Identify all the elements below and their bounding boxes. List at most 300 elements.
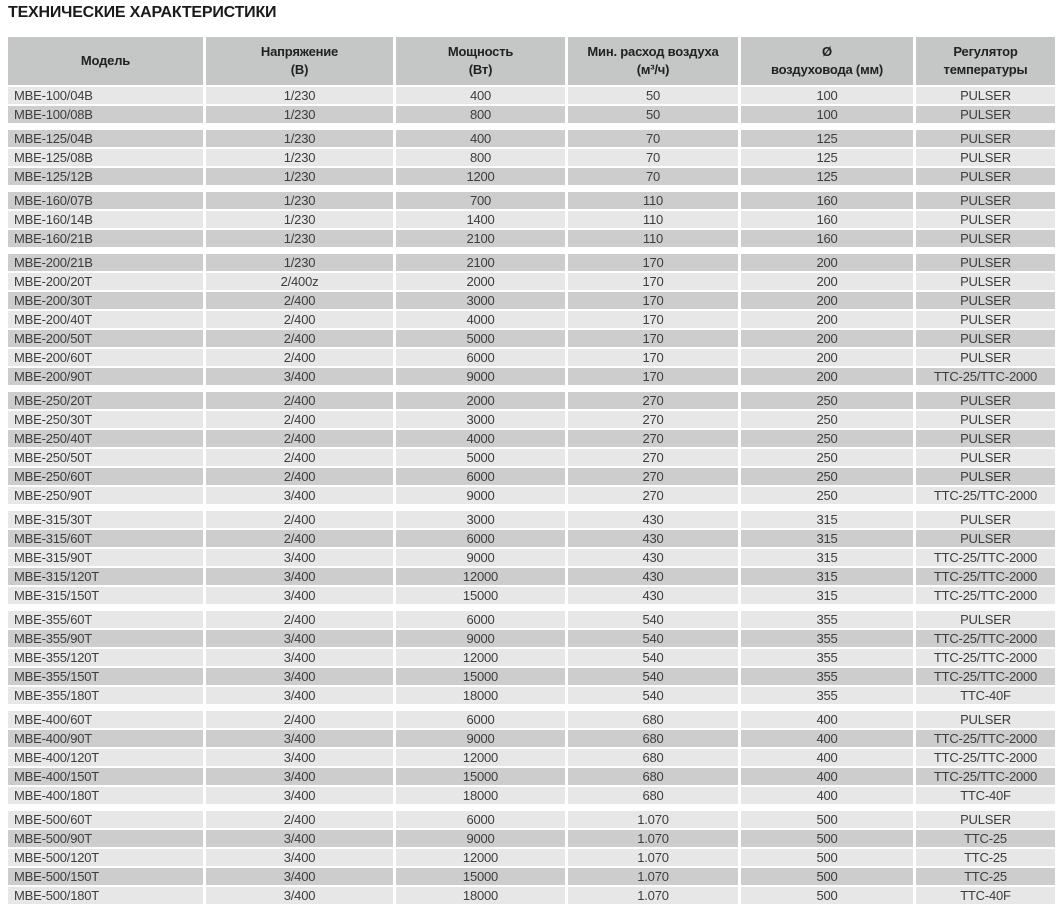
cell-power: 5000 xyxy=(396,330,565,347)
cell-diameter: 125 xyxy=(741,149,913,166)
cell-power: 3000 xyxy=(396,292,565,309)
cell-model: MBE-250/90T xyxy=(8,487,203,504)
cell-airflow: 430 xyxy=(568,549,738,566)
cell-diameter: 100 xyxy=(741,87,913,104)
cell-regulator: TTC-25/TTC-2000 xyxy=(916,549,1055,566)
cell-airflow: 680 xyxy=(568,711,738,728)
cell-airflow: 110 xyxy=(568,211,738,228)
cell-model: MBE-355/120T xyxy=(8,649,203,666)
cell-regulator: PULSER xyxy=(916,211,1055,228)
cell-power: 12000 xyxy=(396,749,565,766)
table-row xyxy=(8,349,1058,366)
cell-airflow: 70 xyxy=(568,168,738,185)
table-row xyxy=(8,687,1058,704)
cell-model: MBE-500/120T xyxy=(8,849,203,866)
table-row xyxy=(8,449,1058,466)
cell-model: MBE-200/20T xyxy=(8,273,203,290)
column-header-airflow-line1: Мин. расход воздуха xyxy=(587,44,719,59)
cell-diameter: 200 xyxy=(741,311,913,328)
cell-voltage: 3/400 xyxy=(206,549,393,566)
cell-airflow: 540 xyxy=(568,630,738,647)
column-header-voltage-line2: (В) xyxy=(290,62,309,77)
cell-model: MBE-355/90T xyxy=(8,630,203,647)
cell-power: 12000 xyxy=(396,568,565,585)
cell-voltage: 2/400 xyxy=(206,330,393,347)
cell-airflow: 270 xyxy=(568,411,738,428)
table-header-row xyxy=(8,37,1058,85)
cell-diameter: 315 xyxy=(741,549,913,566)
table-row xyxy=(8,254,1058,271)
cell-regulator: PULSER xyxy=(916,130,1055,147)
cell-power: 3000 xyxy=(396,511,565,528)
cell-power: 6000 xyxy=(396,349,565,366)
cell-power: 2100 xyxy=(396,230,565,247)
cell-voltage: 1/230 xyxy=(206,168,393,185)
cell-regulator: PULSER xyxy=(916,349,1055,366)
cell-diameter: 200 xyxy=(741,254,913,271)
cell-voltage: 3/400 xyxy=(206,730,393,747)
cell-airflow: 170 xyxy=(568,349,738,366)
column-header-voltage-line1: Напряжение xyxy=(260,44,339,59)
column-header-model-line1: Модель xyxy=(80,53,131,68)
table-row xyxy=(8,649,1058,666)
cell-power: 2100 xyxy=(396,254,565,271)
specs-table xyxy=(8,37,1058,906)
cell-regulator: TTC-25/TTC-2000 xyxy=(916,368,1055,385)
cell-diameter: 200 xyxy=(741,330,913,347)
cell-regulator: PULSER xyxy=(916,330,1055,347)
column-header-airflow-line2: (м³/ч) xyxy=(636,62,670,77)
table-row xyxy=(8,292,1058,309)
cell-model: MBE-250/40T xyxy=(8,430,203,447)
cell-diameter: 400 xyxy=(741,730,913,747)
cell-diameter: 200 xyxy=(741,349,913,366)
cell-diameter: 315 xyxy=(741,587,913,604)
cell-model: MBE-355/150T xyxy=(8,668,203,685)
cell-airflow: 680 xyxy=(568,730,738,747)
cell-model: MBE-400/180T xyxy=(8,787,203,804)
cell-model: MBE-500/60T xyxy=(8,811,203,828)
cell-power: 9000 xyxy=(396,730,565,747)
cell-voltage: 3/400 xyxy=(206,887,393,904)
cell-power: 800 xyxy=(396,106,565,123)
cell-voltage: 2/400 xyxy=(206,611,393,628)
cell-voltage: 1/230 xyxy=(206,254,393,271)
cell-diameter: 400 xyxy=(741,749,913,766)
column-header-power-line2: (Вт) xyxy=(468,62,493,77)
cell-power: 6000 xyxy=(396,611,565,628)
page-title: ТЕХНИЧЕСКИЕ ХАРАКТЕРИСТИКИ xyxy=(8,4,277,21)
cell-voltage: 3/400 xyxy=(206,587,393,604)
table-row xyxy=(8,211,1058,228)
cell-power: 1400 xyxy=(396,211,565,228)
cell-voltage: 2/400 xyxy=(206,411,393,428)
cell-voltage: 3/400 xyxy=(206,849,393,866)
cell-airflow: 110 xyxy=(568,230,738,247)
cell-regulator: TTC-25/TTC-2000 xyxy=(916,568,1055,585)
cell-model: MBE-125/08B xyxy=(8,149,203,166)
cell-regulator: TTC-25/TTC-2000 xyxy=(916,668,1055,685)
cell-model: MBE-125/12B xyxy=(8,168,203,185)
cell-diameter: 160 xyxy=(741,211,913,228)
cell-diameter: 250 xyxy=(741,449,913,466)
cell-model: MBE-315/90T xyxy=(8,549,203,566)
cell-power: 18000 xyxy=(396,687,565,704)
cell-regulator: TTC-40F xyxy=(916,887,1055,904)
cell-regulator: PULSER xyxy=(916,511,1055,528)
cell-regulator: TTC-40F xyxy=(916,787,1055,804)
cell-model: MBE-100/08B xyxy=(8,106,203,123)
cell-voltage: 3/400 xyxy=(206,768,393,785)
cell-model: MBE-200/60T xyxy=(8,349,203,366)
cell-diameter: 125 xyxy=(741,130,913,147)
cell-model: MBE-500/150T xyxy=(8,868,203,885)
cell-power: 15000 xyxy=(396,768,565,785)
table-row xyxy=(8,106,1058,123)
cell-model: MBE-250/60T xyxy=(8,468,203,485)
cell-model: MBE-315/30T xyxy=(8,511,203,528)
cell-diameter: 160 xyxy=(741,230,913,247)
column-header-diameter-line2: воздуховода (мм) xyxy=(770,62,884,77)
cell-voltage: 1/230 xyxy=(206,230,393,247)
cell-voltage: 1/230 xyxy=(206,192,393,209)
cell-diameter: 500 xyxy=(741,887,913,904)
cell-regulator: PULSER xyxy=(916,530,1055,547)
cell-voltage: 2/400z xyxy=(206,273,393,290)
table-row xyxy=(8,730,1058,747)
cell-model: MBE-315/120T xyxy=(8,568,203,585)
cell-voltage: 3/400 xyxy=(206,487,393,504)
cell-regulator: PULSER xyxy=(916,106,1055,123)
cell-regulator: PULSER xyxy=(916,273,1055,290)
table-row xyxy=(8,568,1058,585)
column-header-power xyxy=(396,37,565,85)
cell-diameter: 315 xyxy=(741,568,913,585)
cell-voltage: 2/400 xyxy=(206,711,393,728)
table-row xyxy=(8,749,1058,766)
cell-voltage: 3/400 xyxy=(206,868,393,885)
cell-voltage: 2/400 xyxy=(206,468,393,485)
cell-power: 2000 xyxy=(396,392,565,409)
cell-diameter: 500 xyxy=(741,811,913,828)
column-header-power-line1: Мощность xyxy=(447,44,514,59)
cell-diameter: 315 xyxy=(741,530,913,547)
cell-model: MBE-160/21B xyxy=(8,230,203,247)
cell-voltage: 1/230 xyxy=(206,106,393,123)
cell-regulator: TTC-25/TTC-2000 xyxy=(916,730,1055,747)
cell-power: 9000 xyxy=(396,487,565,504)
table-row xyxy=(8,711,1058,728)
cell-regulator: PULSER xyxy=(916,87,1055,104)
table-row xyxy=(8,768,1058,785)
cell-model: MBE-400/90T xyxy=(8,730,203,747)
cell-regulator: PULSER xyxy=(916,230,1055,247)
cell-airflow: 270 xyxy=(568,449,738,466)
cell-regulator: TTC-25 xyxy=(916,830,1055,847)
cell-diameter: 355 xyxy=(741,630,913,647)
cell-voltage: 3/400 xyxy=(206,687,393,704)
cell-airflow: 430 xyxy=(568,568,738,585)
cell-airflow: 170 xyxy=(568,368,738,385)
table-row xyxy=(8,192,1058,209)
cell-airflow: 270 xyxy=(568,468,738,485)
column-header-airflow xyxy=(568,37,738,85)
cell-airflow: 170 xyxy=(568,311,738,328)
table-row xyxy=(8,411,1058,428)
cell-power: 15000 xyxy=(396,868,565,885)
cell-model: MBE-500/180T xyxy=(8,887,203,904)
cell-power: 1200 xyxy=(396,168,565,185)
table-row xyxy=(8,630,1058,647)
cell-model: MBE-250/20T xyxy=(8,392,203,409)
cell-voltage: 2/400 xyxy=(206,392,393,409)
cell-airflow: 70 xyxy=(568,130,738,147)
table-row xyxy=(8,273,1058,290)
cell-power: 9000 xyxy=(396,549,565,566)
cell-airflow: 270 xyxy=(568,392,738,409)
table-row xyxy=(8,668,1058,685)
table-row xyxy=(8,468,1058,485)
cell-airflow: 170 xyxy=(568,254,738,271)
cell-voltage: 3/400 xyxy=(206,568,393,585)
cell-model: MBE-200/90T xyxy=(8,368,203,385)
cell-power: 18000 xyxy=(396,887,565,904)
cell-model: MBE-355/60T xyxy=(8,611,203,628)
cell-model: MBE-355/180T xyxy=(8,687,203,704)
cell-diameter: 500 xyxy=(741,868,913,885)
column-header-regulator xyxy=(916,37,1055,85)
cell-voltage: 1/230 xyxy=(206,87,393,104)
cell-power: 9000 xyxy=(396,630,565,647)
cell-voltage: 3/400 xyxy=(206,368,393,385)
cell-power: 3000 xyxy=(396,411,565,428)
cell-voltage: 1/230 xyxy=(206,130,393,147)
cell-diameter: 400 xyxy=(741,711,913,728)
cell-regulator: PULSER xyxy=(916,449,1055,466)
table-row xyxy=(8,430,1058,447)
cell-power: 12000 xyxy=(396,849,565,866)
cell-regulator: TTC-25/TTC-2000 xyxy=(916,649,1055,666)
cell-airflow: 680 xyxy=(568,749,738,766)
cell-diameter: 250 xyxy=(741,430,913,447)
cell-regulator: TTC-25 xyxy=(916,849,1055,866)
cell-power: 6000 xyxy=(396,468,565,485)
table-row xyxy=(8,611,1058,628)
cell-airflow: 270 xyxy=(568,430,738,447)
cell-regulator: PULSER xyxy=(916,254,1055,271)
table-row xyxy=(8,230,1058,247)
cell-airflow: 540 xyxy=(568,668,738,685)
cell-regulator: PULSER xyxy=(916,430,1055,447)
cell-airflow: 1.070 xyxy=(568,830,738,847)
cell-model: MBE-160/07B xyxy=(8,192,203,209)
cell-diameter: 200 xyxy=(741,273,913,290)
cell-power: 4000 xyxy=(396,311,565,328)
table-row xyxy=(8,87,1058,104)
cell-airflow: 540 xyxy=(568,687,738,704)
cell-power: 18000 xyxy=(396,787,565,804)
cell-airflow: 680 xyxy=(568,768,738,785)
cell-airflow: 540 xyxy=(568,611,738,628)
cell-model: MBE-160/14B xyxy=(8,211,203,228)
cell-diameter: 250 xyxy=(741,487,913,504)
table-row xyxy=(8,168,1058,185)
cell-voltage: 2/400 xyxy=(206,311,393,328)
cell-diameter: 355 xyxy=(741,687,913,704)
cell-airflow: 1.070 xyxy=(568,849,738,866)
cell-regulator: TTC-25/TTC-2000 xyxy=(916,749,1055,766)
cell-diameter: 200 xyxy=(741,292,913,309)
cell-regulator: TTC-25 xyxy=(916,868,1055,885)
cell-diameter: 250 xyxy=(741,392,913,409)
cell-airflow: 1.070 xyxy=(568,811,738,828)
cell-diameter: 400 xyxy=(741,768,913,785)
table-row xyxy=(8,392,1058,409)
cell-voltage: 2/400 xyxy=(206,292,393,309)
cell-regulator: PULSER xyxy=(916,149,1055,166)
table-row xyxy=(8,830,1058,847)
cell-voltage: 2/400 xyxy=(206,530,393,547)
cell-airflow: 50 xyxy=(568,106,738,123)
cell-power: 9000 xyxy=(396,368,565,385)
cell-diameter: 250 xyxy=(741,468,913,485)
cell-regulator: PULSER xyxy=(916,292,1055,309)
cell-regulator: PULSER xyxy=(916,711,1055,728)
cell-airflow: 170 xyxy=(568,273,738,290)
cell-power: 12000 xyxy=(396,649,565,666)
cell-airflow: 430 xyxy=(568,511,738,528)
cell-voltage: 2/400 xyxy=(206,449,393,466)
cell-model: MBE-500/90T xyxy=(8,830,203,847)
cell-voltage: 2/400 xyxy=(206,511,393,528)
cell-airflow: 430 xyxy=(568,587,738,604)
cell-voltage: 3/400 xyxy=(206,749,393,766)
cell-power: 6000 xyxy=(396,811,565,828)
table-row xyxy=(8,787,1058,804)
cell-airflow: 70 xyxy=(568,149,738,166)
cell-airflow: 50 xyxy=(568,87,738,104)
cell-power: 700 xyxy=(396,192,565,209)
table-row xyxy=(8,811,1058,828)
cell-model: MBE-400/120T xyxy=(8,749,203,766)
cell-model: MBE-250/30T xyxy=(8,411,203,428)
column-header-voltage xyxy=(206,37,393,85)
cell-airflow: 1.070 xyxy=(568,868,738,885)
cell-voltage: 2/400 xyxy=(206,811,393,828)
cell-airflow: 170 xyxy=(568,292,738,309)
column-header-diameter-line1: Ø xyxy=(822,44,832,59)
cell-regulator: TTC-25/TTC-2000 xyxy=(916,768,1055,785)
cell-diameter: 400 xyxy=(741,787,913,804)
cell-power: 15000 xyxy=(396,668,565,685)
cell-regulator: PULSER xyxy=(916,192,1055,209)
table-row xyxy=(8,511,1058,528)
cell-voltage: 3/400 xyxy=(206,649,393,666)
cell-regulator: TTC-25/TTC-2000 xyxy=(916,630,1055,647)
cell-power: 400 xyxy=(396,87,565,104)
cell-power: 5000 xyxy=(396,449,565,466)
table-row xyxy=(8,149,1058,166)
cell-regulator: PULSER xyxy=(916,811,1055,828)
cell-regulator: PULSER xyxy=(916,411,1055,428)
table-row xyxy=(8,130,1058,147)
cell-airflow: 110 xyxy=(568,192,738,209)
table-row xyxy=(8,868,1058,885)
cell-model: MBE-200/50T xyxy=(8,330,203,347)
cell-voltage: 1/230 xyxy=(206,149,393,166)
cell-regulator: PULSER xyxy=(916,168,1055,185)
cell-diameter: 315 xyxy=(741,511,913,528)
cell-diameter: 355 xyxy=(741,611,913,628)
cell-voltage: 3/400 xyxy=(206,830,393,847)
cell-diameter: 250 xyxy=(741,411,913,428)
cell-diameter: 160 xyxy=(741,192,913,209)
cell-diameter: 500 xyxy=(741,849,913,866)
cell-airflow: 270 xyxy=(568,487,738,504)
table-row xyxy=(8,487,1058,504)
cell-model: MBE-200/30T xyxy=(8,292,203,309)
table-row xyxy=(8,587,1058,604)
cell-voltage: 3/400 xyxy=(206,787,393,804)
cell-airflow: 170 xyxy=(568,330,738,347)
cell-regulator: PULSER xyxy=(916,611,1055,628)
cell-airflow: 680 xyxy=(568,787,738,804)
cell-diameter: 200 xyxy=(741,368,913,385)
cell-airflow: 1.070 xyxy=(568,887,738,904)
cell-model: MBE-250/50T xyxy=(8,449,203,466)
cell-regulator: PULSER xyxy=(916,392,1055,409)
cell-voltage: 1/230 xyxy=(206,211,393,228)
cell-regulator: TTC-25/TTC-2000 xyxy=(916,587,1055,604)
table-row xyxy=(8,887,1058,904)
column-header-regulator-line1: Регулятор xyxy=(953,44,1018,59)
cell-model: MBE-400/150T xyxy=(8,768,203,785)
cell-model: MBE-200/21B xyxy=(8,254,203,271)
cell-voltage: 2/400 xyxy=(206,349,393,366)
cell-model: MBE-315/150T xyxy=(8,587,203,604)
table-row xyxy=(8,330,1058,347)
cell-airflow: 540 xyxy=(568,649,738,666)
cell-power: 9000 xyxy=(396,830,565,847)
column-header-diameter xyxy=(741,37,913,85)
cell-power: 800 xyxy=(396,149,565,166)
table-body xyxy=(8,87,1058,904)
cell-regulator: PULSER xyxy=(916,468,1055,485)
cell-model: MBE-100/04B xyxy=(8,87,203,104)
cell-model: MBE-200/40T xyxy=(8,311,203,328)
cell-voltage: 3/400 xyxy=(206,668,393,685)
column-header-regulator-line2: температуры xyxy=(943,62,1028,77)
cell-power: 6000 xyxy=(396,530,565,547)
table-row xyxy=(8,849,1058,866)
table-row xyxy=(8,368,1058,385)
cell-power: 6000 xyxy=(396,711,565,728)
cell-voltage: 3/400 xyxy=(206,630,393,647)
column-header-model xyxy=(8,37,203,85)
cell-diameter: 355 xyxy=(741,649,913,666)
table-row xyxy=(8,549,1058,566)
cell-power: 400 xyxy=(396,130,565,147)
cell-diameter: 125 xyxy=(741,168,913,185)
cell-regulator: PULSER xyxy=(916,311,1055,328)
cell-diameter: 500 xyxy=(741,830,913,847)
cell-power: 4000 xyxy=(396,430,565,447)
table-row xyxy=(8,530,1058,547)
cell-voltage: 2/400 xyxy=(206,430,393,447)
cell-model: MBE-125/04B xyxy=(8,130,203,147)
cell-regulator: TTC-25/TTC-2000 xyxy=(916,487,1055,504)
table-row xyxy=(8,311,1058,328)
